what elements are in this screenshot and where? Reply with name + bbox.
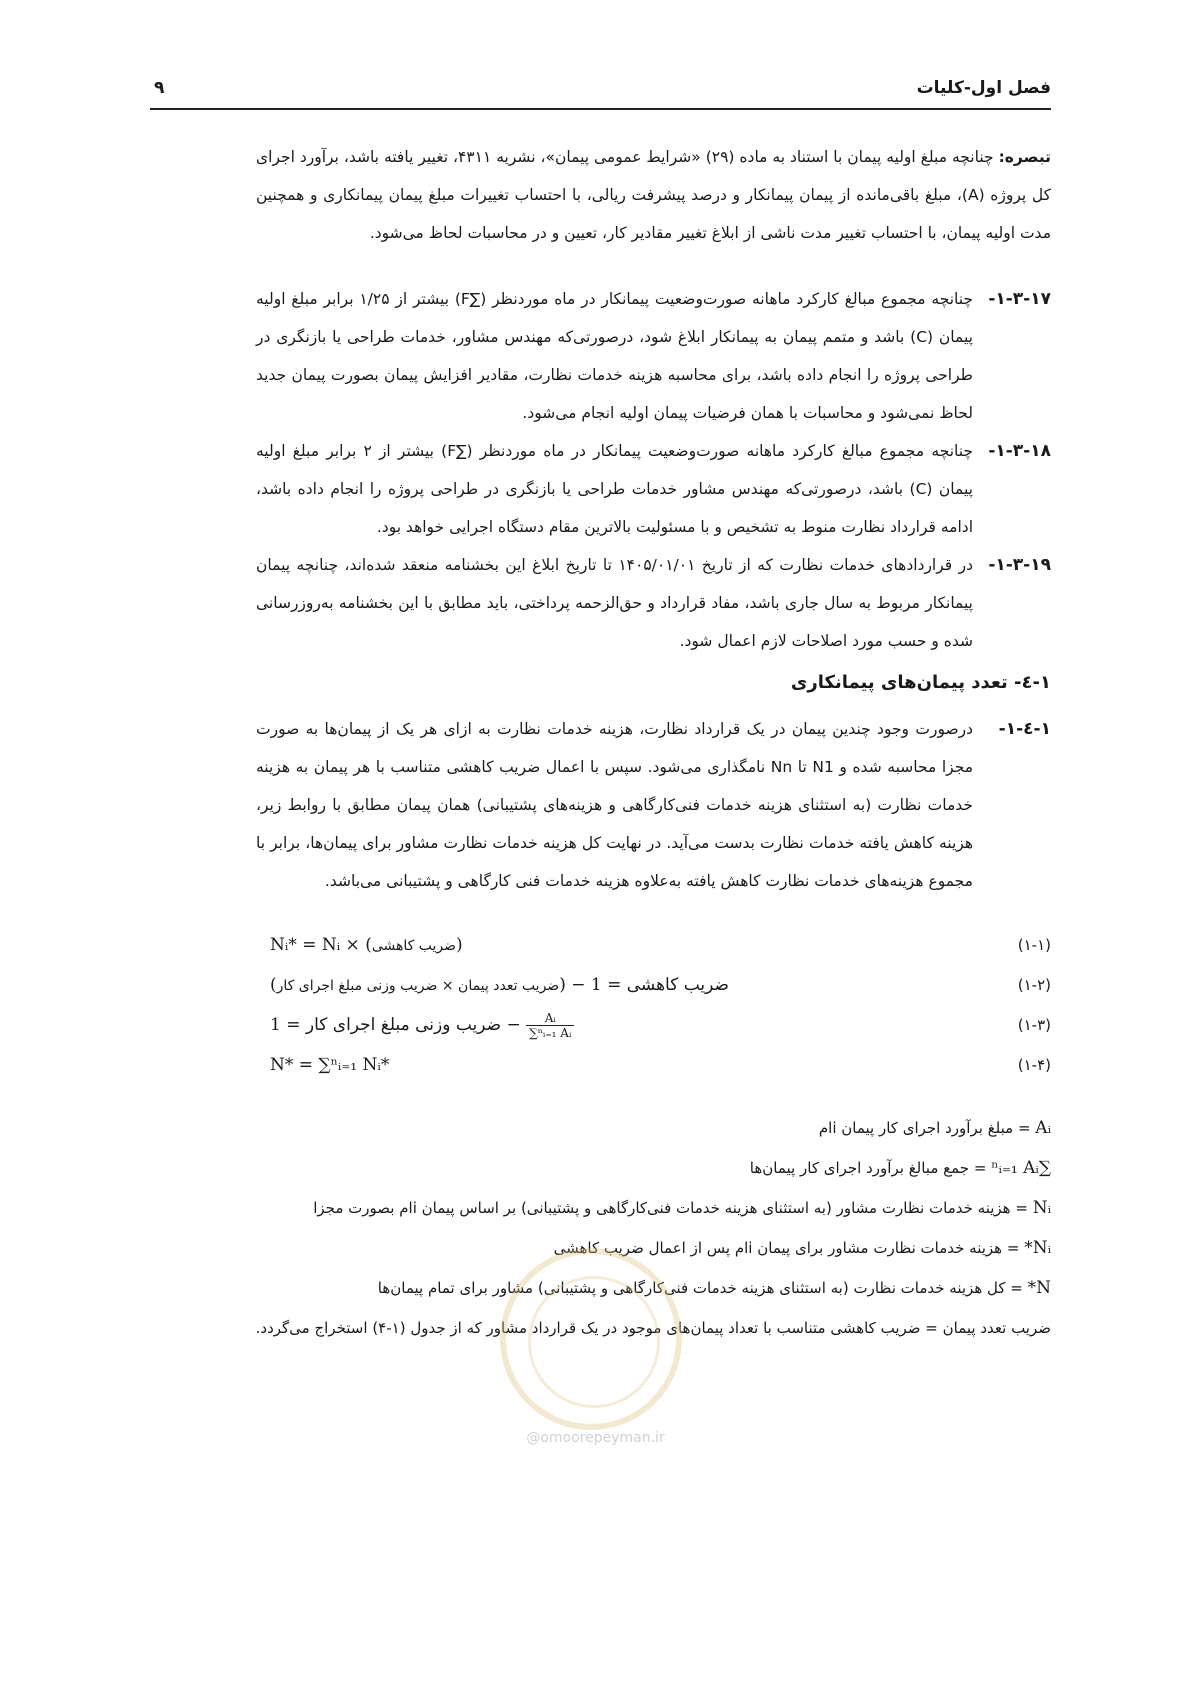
clause-text: چنانچه مجموع مبالغ کارکرد ماهانه صورت‌وضعیت پیمانکار در ماه موردنظر (∑F) بیشتر از ۲ برابر مبلغ اولیه پیمان (C) باشد، درصورتی‌که مهندس مشاور خدمات طراحی یا بازنگری در طراحی پروژه را انجام داده باشد، ادامه قرارداد نظارت منوط به تشخیص و با مسئولیت بالاترین مقام دستگاه اجرایی خواهد بود. — [256, 442, 973, 536]
clause-4-1 — [256, 710, 1051, 900]
footer-note: ضریب تعدد پیمان = ضریب کاهشی متناسب با تعداد پیمان‌های موجود در یک قرارداد مشاور که از جدول (۱-۴) استخراج می‌گردد. — [255, 1319, 1051, 1337]
definition-item: ∑ⁿᵢ₌₁ Aᵢ = جمع مبالغ برآورد اجرای کار پیمان‌ها — [749, 1158, 1051, 1178]
watermark-site-text: @omoorepeyman.ir — [526, 1430, 665, 1446]
definition-item: Nᵢ* = هزینه خدمات نظارت مشاور برای پیمان iام پس از اعمال ضریب کاهشی — [553, 1238, 1051, 1258]
definition-item: N* = کل هزینه خدمات نظارت (به استثنای هزینه خدمات فنی‌کارگاهی و پشتیبانی) مشاور برای تمام پیمان‌ها — [377, 1278, 1051, 1298]
clause-number: ۱-۳-۱۸- — [988, 441, 1051, 461]
equation-1-3 — [256, 1004, 1051, 1044]
chapter-title: فصل اول-کلیات — [916, 78, 1051, 98]
definition-item: Nᵢ = هزینه خدمات نظارت مشاور (به استثنای هزینه خدمات فنی‌کارگاهی و پشتیبانی) بر اساس پیمان iام بصورت مجزا — [313, 1198, 1051, 1218]
clause-17 — [256, 280, 1051, 432]
note-text: چنانچه مبلغ اولیه پیمان با استناد به ماده (۲۹) «شرایط عمومی پیمان»، نشریه ۴۳۱۱، تغییر یافته باشد، برآورد اجرای کل پروژه (A)، مبلغ باقی‌مانده از پیمان پیمانکار و درصد پیشرفت ریالی، با احتساب تغییرات مبلغ پیمان پیمانکاری و همچنین مدت اولیه پیمان، با احتساب تغییر مدت ناشی از ابلاغ تغییر مقادیر کار، تعیین و در محاسبات لحاظ می‌شود. — [256, 148, 1052, 242]
equation-expression: Nᵢ* = Nᵢ × (ضریب کاهشی) — [270, 935, 463, 955]
equation-number: (۱-۱) — [1017, 936, 1051, 954]
equation-number: (۱-۳) — [1017, 1016, 1051, 1034]
equation-1-4 — [256, 1044, 1051, 1084]
watermark-inner-ring — [528, 1276, 660, 1408]
definition-item: Aᵢ = مبلغ برآورد اجرای کار پیمان iام — [818, 1118, 1051, 1138]
equations-block — [256, 924, 1051, 1084]
page-content — [148, 138, 1051, 1348]
watermark-seal-icon — [500, 1248, 682, 1430]
equation-1-2 — [256, 964, 1051, 1004]
note-label: تبصره: — [998, 148, 1051, 166]
fraction: $\frac{\text{Aᵢ}}{\text{∑ⁿᵢ₌₁ Aᵢ}}$ — [526, 1011, 574, 1040]
clause-text: چنانچه مجموع مبالغ کارکرد ماهانه صورت‌وضعیت پیمانکار در ماه موردنظر (∑F) بیشتر از ۱/۲۵ برابر مبلغ اولیه پیمان (C) باشد و متمم پیمان به پیمانکار ابلاغ شود، درصورتی‌که مهندس مشاور، خدمات طراحی یا بازنگری در طراحی پروژه را انجام داده باشد، برای محاسبه هزینه خدمات نظارت، مقادیر افزایش پیمان بصورت پیمان جدید لحاظ نمی‌شود و محاسبات با همان فرضیات پیمان اولیه انجام می‌شود. — [256, 290, 974, 422]
equation-expression: ضریب وزنی مبلغ اجرای کار = 1 − $\frac{\text{Aᵢ}}{\text{∑ⁿᵢ₌₁ Aᵢ}}$ — [270, 1006, 574, 1044]
section-heading: ۱-٤- تعدد پیمان‌های پیمانکاری — [790, 672, 1051, 693]
equation-number: (۱-۴) — [1017, 1056, 1051, 1074]
clause-19 — [256, 546, 1051, 660]
equation-expression: N* = ∑ⁿᵢ₌₁ Nᵢ* — [270, 1055, 390, 1075]
page-header — [150, 72, 1051, 110]
clause-text: در قراردادهای خدمات نظارت که از تاریخ ۱۴۰۵/۰۱/۰۱ تا تاریخ ابلاغ این بخشنامه منعقد شده‌اند، چنانچه پیمان پیمانکار مربوط به سال جاری باشد، مفاد قرارداد و حق‌الزحمه پرداختی، باید مطابق با این بخشنامه به‌روزرسانی شده و حسب مورد اصلاحات لازم اعمال شود. — [256, 556, 973, 650]
clause-number: ۱-۳-۱۷- — [988, 289, 1051, 309]
clause-18 — [256, 432, 1051, 546]
page-number: ۹ — [154, 78, 165, 98]
equation-number: (۱-۲) — [1017, 976, 1051, 994]
clause-number: ۱-۳-۱۹- — [988, 555, 1051, 575]
equation-expression: ضریب کاهشی = 1 − (ضریب تعدد پیمان × ضریب وزنی مبلغ اجرای کار) — [270, 975, 729, 995]
clause-text: درصورت وجود چندین پیمان در یک قرارداد نظارت، هزینه خدمات نظارت به ازای هر یک از پیمان‌ها به صورت مجزا محاسبه شده و N1 تا Nn نامگذاری می‌شود. سپس با اعمال ضریب کاهشی متناسب با هر پیمان به هزینه خدمات نظارت (به استثنای هزینه خدمات فنی‌کارگاهی و هزینه‌های پشتیبانی) همان پیمان مطابق با روابط زیر، هزینه کاهش یافته خدمات نظارت بدست می‌آید. در نهایت کل هزینه خدمات نظارت مشاور برای پیمان‌ها، برابر با مجموع هزینه‌های خدمات نظارت کاهش یافته به‌علاوه هزینه خدمات فنی کارگاهی و پشتیبانی می‌باشد. — [256, 720, 974, 890]
note-paragraph — [256, 138, 1051, 252]
clause-number: ۱-٤-۱- — [998, 719, 1051, 739]
equation-1-1 — [256, 924, 1051, 964]
